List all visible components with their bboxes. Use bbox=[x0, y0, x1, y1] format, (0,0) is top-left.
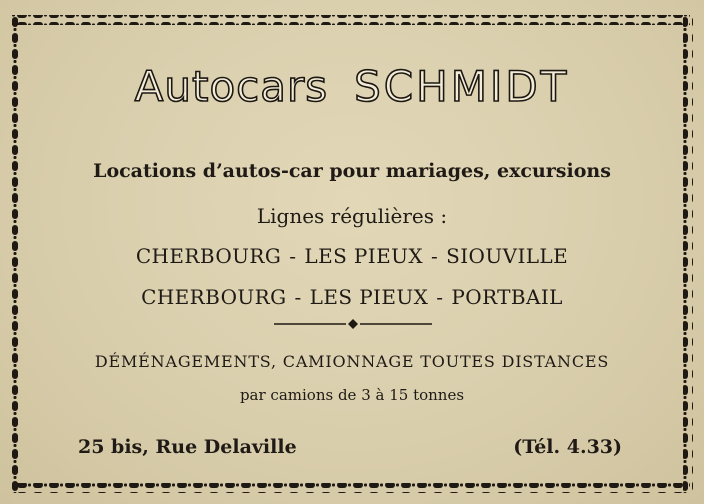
phone-number: (Tél. 4.33) bbox=[513, 436, 622, 458]
route-stop: LES PIEUX bbox=[304, 244, 423, 268]
company-title bbox=[0, 62, 704, 111]
lines-heading: Lignes régulières : bbox=[256, 204, 448, 228]
route-stop: SIOUVILLE bbox=[446, 244, 569, 268]
route-separator: - bbox=[436, 285, 444, 309]
route-stop: CHERBOURG bbox=[141, 285, 287, 309]
title-word-schmidt: SCHMIDT bbox=[354, 62, 570, 111]
route-separator: - bbox=[289, 244, 297, 268]
trucks-line: par camions de 3 à 15 tonnes bbox=[239, 386, 465, 404]
services-line: Locations d’autos-car pour mariages, excursions bbox=[93, 160, 611, 182]
street-address: 25 bis, Rue Delaville bbox=[78, 436, 297, 458]
route-separator: - bbox=[294, 285, 302, 309]
route-siouville bbox=[0, 244, 704, 268]
route-stop: CHERBOURG bbox=[135, 244, 282, 268]
route-separator: - bbox=[430, 244, 439, 268]
route-stop: LES PIEUX bbox=[309, 285, 429, 309]
moving-services-line: DÉMÉNAGEMENTS, CAMIONNAGE TOUTES DISTANCES bbox=[94, 352, 610, 371]
route-portbail bbox=[0, 285, 704, 309]
title-word-autocars: Autocars bbox=[134, 62, 329, 111]
decorative-divider bbox=[272, 318, 434, 330]
route-stop: PORTBAIL bbox=[451, 285, 563, 309]
